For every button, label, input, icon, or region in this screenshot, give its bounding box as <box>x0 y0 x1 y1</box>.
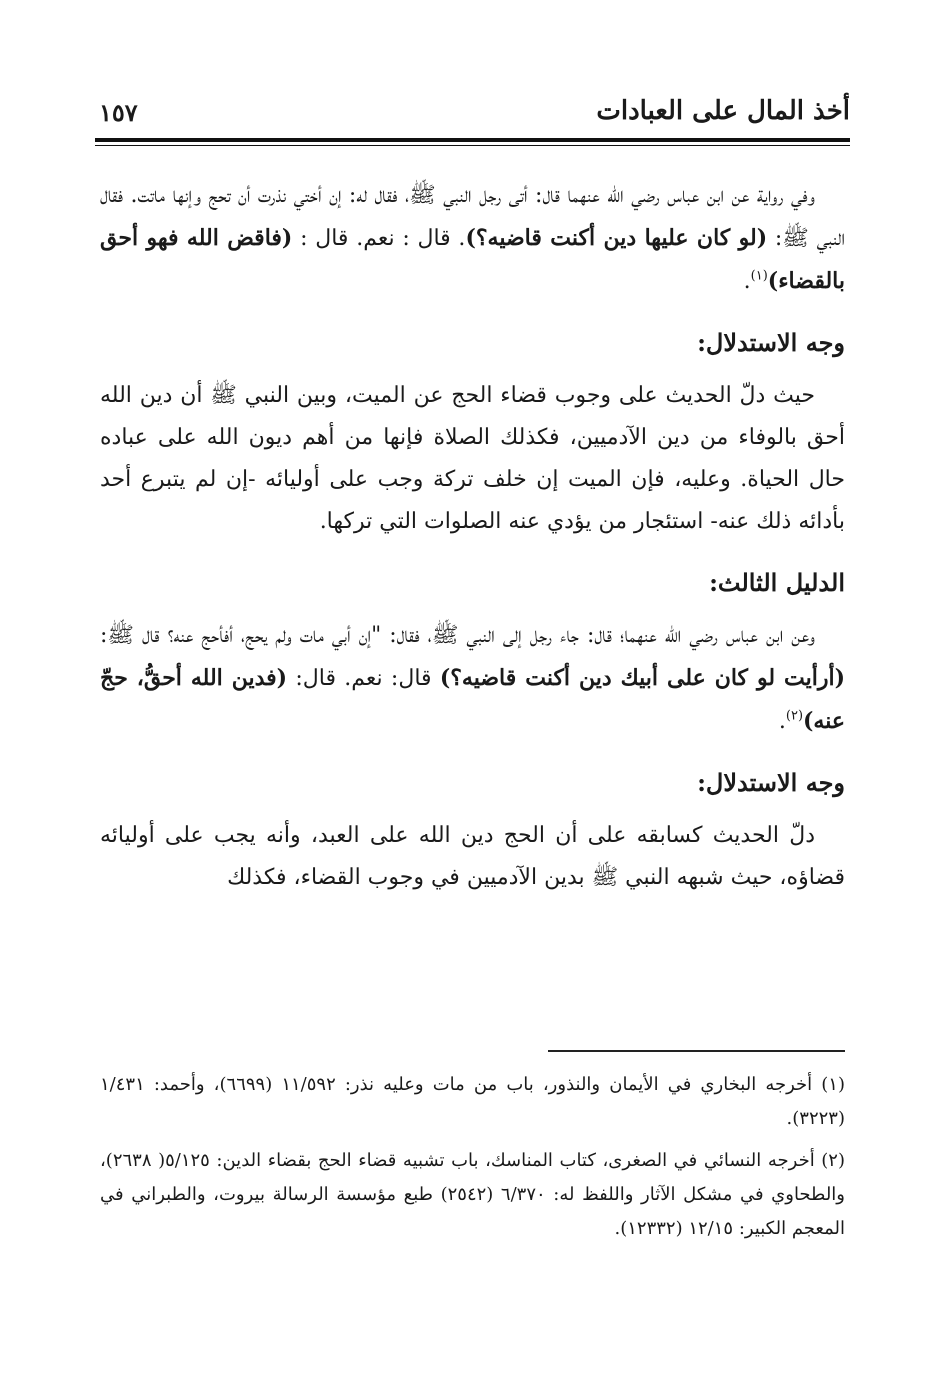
section-heading: وجه الاستدلال: <box>697 328 845 357</box>
hadith-quote: (فدين الله أحقُّ، حجّ عنه) <box>100 665 845 734</box>
header-rule-thin <box>95 145 850 146</box>
header-rule-thick <box>95 138 850 142</box>
narration-mid: . قال : نعم. قال : <box>292 226 466 251</box>
footnotes <box>100 1068 845 1254</box>
footnote <box>100 1144 845 1246</box>
footnote-text: أخرجه البخاري في الأيمان والنذور، باب من مات وعليه نذر: ١١/٥٩٢ (٦٦٩٩)، وأحمد: ١/٤٣١ (٣٢٢٣). <box>100 1074 845 1129</box>
narration-intro: وفي رواية عن ابن عباس رضي الله عنهما قال: أتى رجل النبي ﷺ، فقال له: إن أختي نذرت أن تحج وإنها ماتت. فقال النبي ﷺ: <box>100 183 845 251</box>
footnote-number: (٢) <box>821 1150 845 1171</box>
paragraph-narration-2 <box>100 615 845 743</box>
section-heading: الدليل الثالث: <box>709 568 845 597</box>
narration-intro: وعن ابن عباس رضي الله عنهما؛ قال: جاء رجل إلى النبي ﷺ، فقال: "إن أبي مات ولم يحج، أفأحج عنه؟ قال ﷺ: <box>100 623 815 648</box>
footnote-separator <box>548 1050 845 1052</box>
sentence-end: . <box>778 709 786 734</box>
footnote-reference: (١) <box>750 268 768 284</box>
footnote-reference: (٢) <box>785 708 804 724</box>
paragraph-inference-1: حيث دلّ الحديث على وجوب قضاء الحج عن الميت، وبين النبي ﷺ أن دين الله أحق بالوفاء من دين الآدميين، فكذلك الصلاة فإنها من أهم ديون الله على عباده حال الحياة. وعليه، فإن الميت إن خلف تركة وجب على أوليائه -إن لم يتبرع أحد بأدائه ذلك عنه- استئجار من يؤدي عنه الصلوات التي تركها. <box>100 383 845 534</box>
narration-mid: قال: نعم. قال: <box>287 666 440 691</box>
main-text <box>100 175 845 899</box>
hadith-quote: (فاقض الله فهو أحق بالقضاء) <box>100 225 845 294</box>
section-heading: وجه الاستدلال: <box>697 768 845 797</box>
footnote-number: (١) <box>821 1074 845 1095</box>
hadith-quote: (لو كان عليها دين أكنت قاضيه؟) <box>465 225 768 251</box>
footnote-text: أخرجه النسائي في الصغرى، كتاب المناسك، باب تشبيه قضاء الحج بقضاء الدين: ٥/١٢٥( ٢٦٣٨)، والطحاوي في مشكل الآثار واللفظ له: ٦/٣٧٠ (٢٥٤٢) طبع مؤسسة الرسالة بيروت، والطبراني في المعجم الكبير: ١٢/١٥ (١٢٣٣٢). <box>100 1150 845 1239</box>
paragraph-narration-1 <box>100 175 845 303</box>
running-title: أخذ المال على العبادات <box>596 96 850 126</box>
hadith-quote: (أرأيت لو كان على أبيك دين أكنت قاضيه؟) <box>439 665 845 691</box>
paragraph-inference-2: دلّ الحديث كسابقه على أن الحج دين الله على العبد، وأنه يجب على أوليائه قضاؤه، حيث شبهه النبي ﷺ بدين الآدميين في وجوب القضاء، فكذلك <box>100 823 845 890</box>
page-number: ١٥٧ <box>99 98 138 127</box>
page-header <box>95 92 850 132</box>
footnote <box>100 1068 845 1136</box>
sentence-end: . <box>743 269 751 294</box>
